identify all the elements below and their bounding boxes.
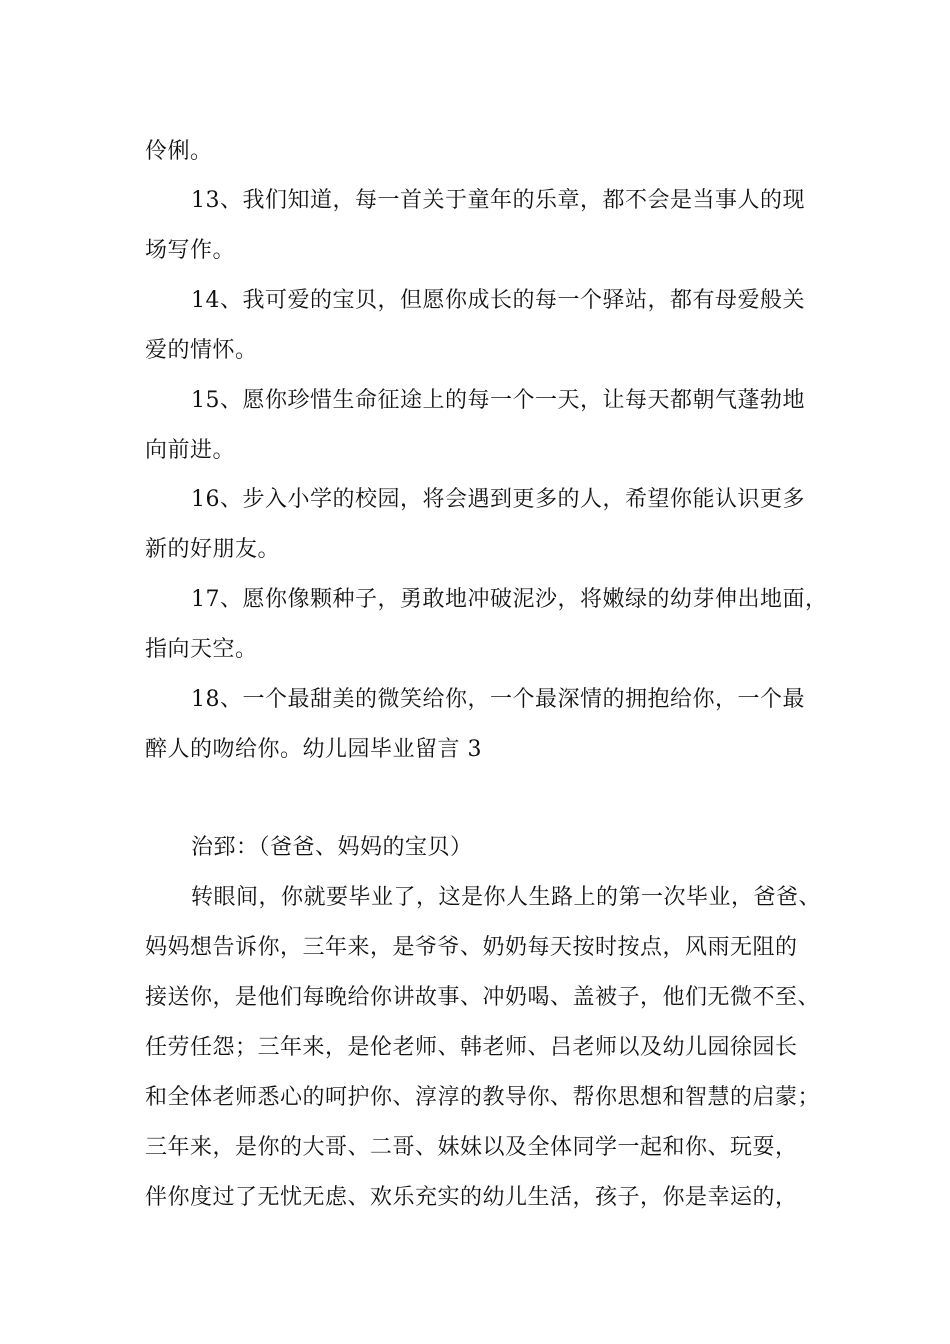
letter-line-5: 和全体老师悉心的呵护你、淳淳的教导你、帮你思想和智慧的启蒙； [145,1085,821,1110]
salutation: 治郅：（爸爸、妈妈的宝贝） [191,835,473,860]
item-17-line-2: 指向天空。 [145,637,258,662]
item-13-line-2: 场写作。 [145,238,236,263]
item-14-line-2: 爱的情怀。 [145,338,258,363]
item-16-line-2: 新的好朋友。 [145,537,281,562]
letter-line-7: 伴你度过了无忧无虑、欢乐充实的幼儿生活，孩子，你是幸运的， [145,1185,798,1210]
letter-line-4: 任劳任怨；三年来，是伦老师、韩老师、吕老师以及幼儿园徐园长 [145,1035,798,1060]
item-13-line-1: 13、我们知道，每一首关于童年的乐章，都不会是当事人的现 [191,188,805,213]
letter-line-2: 妈妈想告诉你，三年来，是爷爷、奶奶每天按时按点，风雨无阻的 [145,935,798,960]
letter-line-1: 转眼间，你就要毕业了，这是你人生路上的第一次毕业，爸爸、 [191,885,822,910]
item-17-line-1: 17、愿你像颗种子，勇敢地冲破泥沙，将嫩绿的幼芽伸出地面， [191,587,828,612]
letter-line-6: 三年来，是你的大哥、二哥、妹妹以及全体同学一起和你、玩耍， [145,1135,798,1160]
item-14-line-1: 14、我可爱的宝贝，但愿你成长的每一个驿站，都有母爱般关 [191,288,805,313]
item-15-line-2: 向前进。 [145,438,236,463]
letter-line-3: 接送你，是他们每晚给你讲故事、冲奶喝、盖被子，他们无微不至、 [145,985,821,1010]
text-line-1: 伶俐。 [145,139,213,164]
item-18-line-2: 醉人的吻给你。幼儿园毕业留言 3 [145,737,482,762]
item-16-line-1: 16、步入小学的校园，将会遇到更多的人，希望你能认识更多 [191,487,805,512]
item-15-line-1: 15、愿你珍惜生命征途上的每一个一天，让每天都朝气蓬勃地 [191,388,805,413]
item-18-line-1: 18、一个最甜美的微笑给你，一个最深情的拥抱给你，一个最 [191,687,805,712]
